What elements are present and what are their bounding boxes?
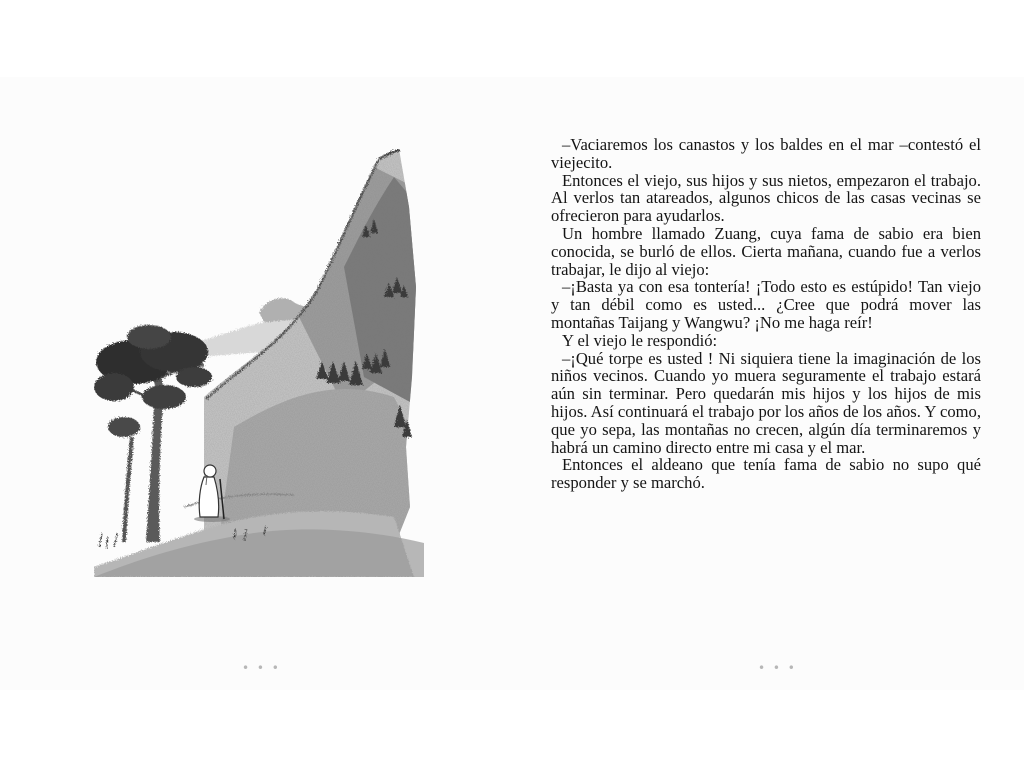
paragraph: –¡Basta ya con esa tontería! ¡Todo esto es estúpido! Tan viejo y tan débil como es usted... ¿Cree que podrá mover las montañas Taijang y Wangwu? ¡No me haga reír! bbox=[551, 277, 981, 332]
paragraph: Y el viejo le respondió: bbox=[562, 330, 718, 350]
mountain-ink-illustration-icon bbox=[94, 147, 424, 577]
paragraph: Un hombre llamado Zuang, cuya fama de sabio era bien conocida, se burló de ellos. Cierta mañana, cuando fue a verlos trabajar, le dijo al viejo: bbox=[551, 223, 981, 279]
paragraph: –¡Qué torpe es usted ! Ni siquiera tiene la imaginación de los niños vecinos. Cuando yo muera seguramente el trabajo estará aún sin terminar. Pero quedarán mis hijos y los hijos de mis hijos. Así continuará el trabajo por los años de los años. Y como, que yo sepa, las montañas no crecen, algún día terminaremos y habrá un camino directo entre mi casa y el mar. bbox=[551, 348, 981, 457]
page-marker: • • • bbox=[758, 661, 797, 675]
right-page[interactable] bbox=[512, 77, 1024, 690]
page-marker: • • • bbox=[242, 661, 281, 675]
paragraph: Entonces el aldeano que tenía fama de sabio no supo qué responder y se marchó. bbox=[551, 455, 981, 493]
paragraph: –Vaciaremos los canastos y los baldes en el mar –contestó el viejecito. bbox=[551, 135, 981, 172]
left-page[interactable] bbox=[0, 77, 512, 690]
story-text bbox=[551, 136, 981, 492]
paragraph: Entonces el viejo, sus hijos y sus nietos, empezaron el trabajo. Al verlos tan atareados, algunos chicos de las casas vecinas se ofrecieron para ayudarlos. bbox=[551, 170, 981, 226]
book-spread bbox=[0, 77, 1024, 690]
